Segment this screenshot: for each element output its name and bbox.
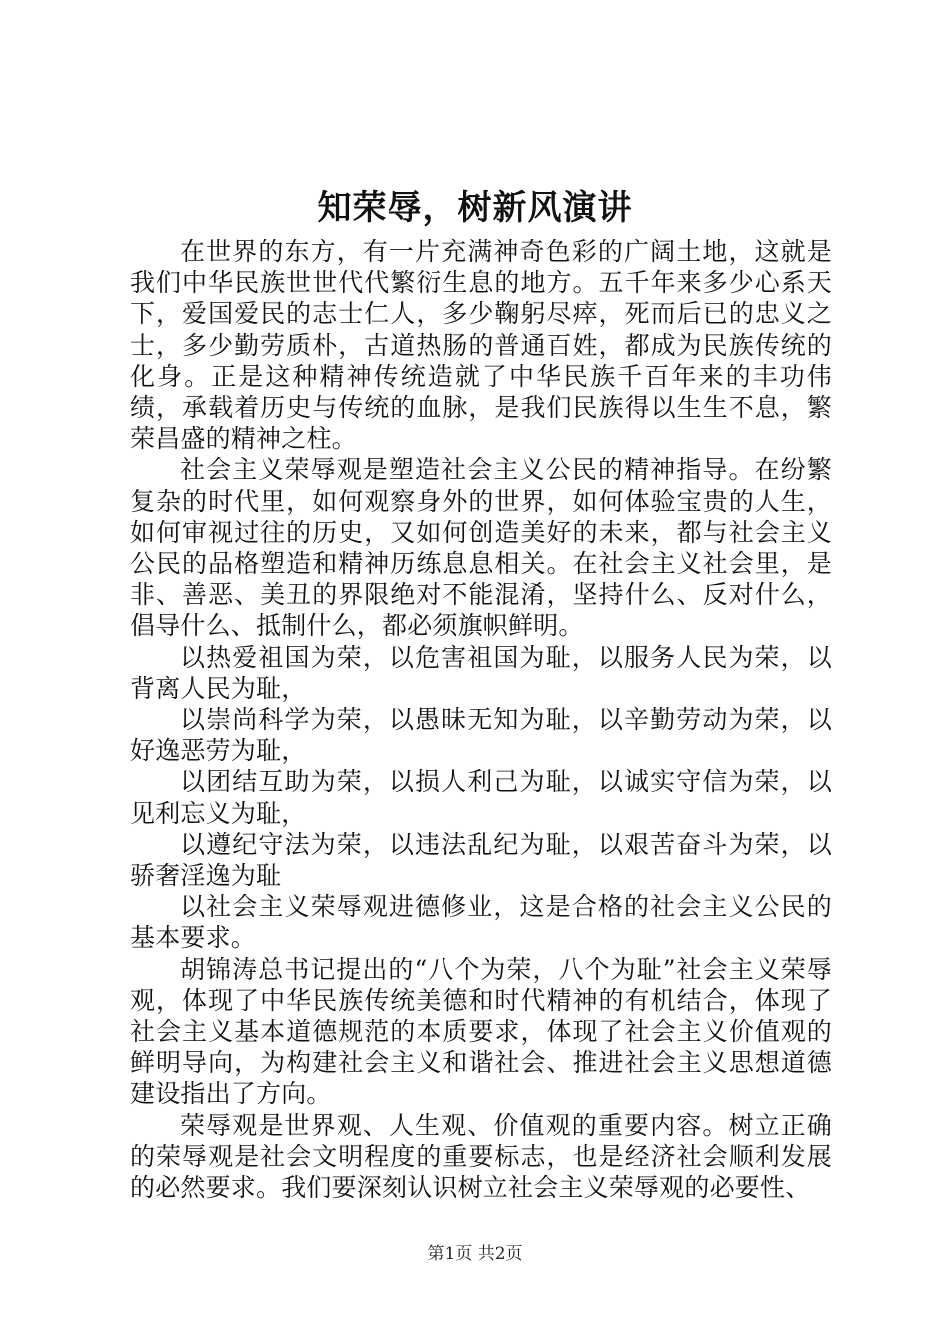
document-title: 知荣辱，树新风演讲 <box>317 188 633 228</box>
paragraph: 以团结互助为荣，以损人利己为耻，以诚实守信为荣，以见利忘义为耻， <box>130 767 832 828</box>
paragraph: 在世界的东方，有一片充满神奇色彩的广阔土地，这就是我们中华民族世世代代繁衍生息的地方。五千年来多少心系天下，爱国爱民的志士仁人，多少鞠躬尽瘁，死而后已的忠义之士，多少勤劳质朴，古道热肠的普通百姓，都成为民族传统的化身。正是这种精神传统造就了中华民族千百年来的丰功伟绩，承载着历史与传统的血脉，是我们民族得以生生不息，繁荣昌盛的精神之柱。 <box>130 237 832 454</box>
paragraph: 荣辱观是世界观、人生观、价值观的重要内容。树立正确的荣辱观是社会文明程度的重要标志，也是经济社会顺利发展的必然要求。我们要深刻认识树立社会主义荣辱观的必要性、 <box>130 1110 832 1203</box>
paragraph: 以热爱祖国为荣，以危害祖国为耻，以服务人民为荣，以背离人民为耻， <box>130 642 832 703</box>
page-footer: 第1页 共2页 <box>427 1244 523 1264</box>
paragraph: 以崇尚科学为荣，以愚昧无知为耻，以辛勤劳动为荣，以好逸恶劳为耻， <box>130 705 832 766</box>
paragraph: 社会主义荣辱观是塑造社会主义公民的精神指导。在纷繁复杂的时代里，如何观察身外的世界，如何体验宝贵的人生，如何审视过往的历史，又如何创造美好的未来，都与社会主义公民的品格塑造和精神历练息息相关。在社会主义社会里，是非、善恶、美丑的界限绝对不能混淆，坚持什么、反对什么，倡导什么、抵制什么，都必须旗帜鲜明。 <box>130 455 832 641</box>
paragraph: 以遵纪守法为荣，以违法乱纪为耻，以艰苦奋斗为荣，以骄奢淫逸为耻 <box>130 829 832 891</box>
document-body <box>130 236 832 1203</box>
paragraph: 以社会主义荣辱观进德修业，这是合格的社会主义公民的基本要求。 <box>130 892 832 953</box>
paragraph: 胡锦涛总书记提出的“八个为荣，八个为耻”社会主义荣辱观，体现了中华民族传统美德和时代精神的有机结合，体现了社会主义基本道德规范的本质要求，体现了社会主义价值观的鲜明导向，为构建社会主义和谐社会、推进社会主义思想道德建设指出了方向。 <box>130 954 832 1109</box>
